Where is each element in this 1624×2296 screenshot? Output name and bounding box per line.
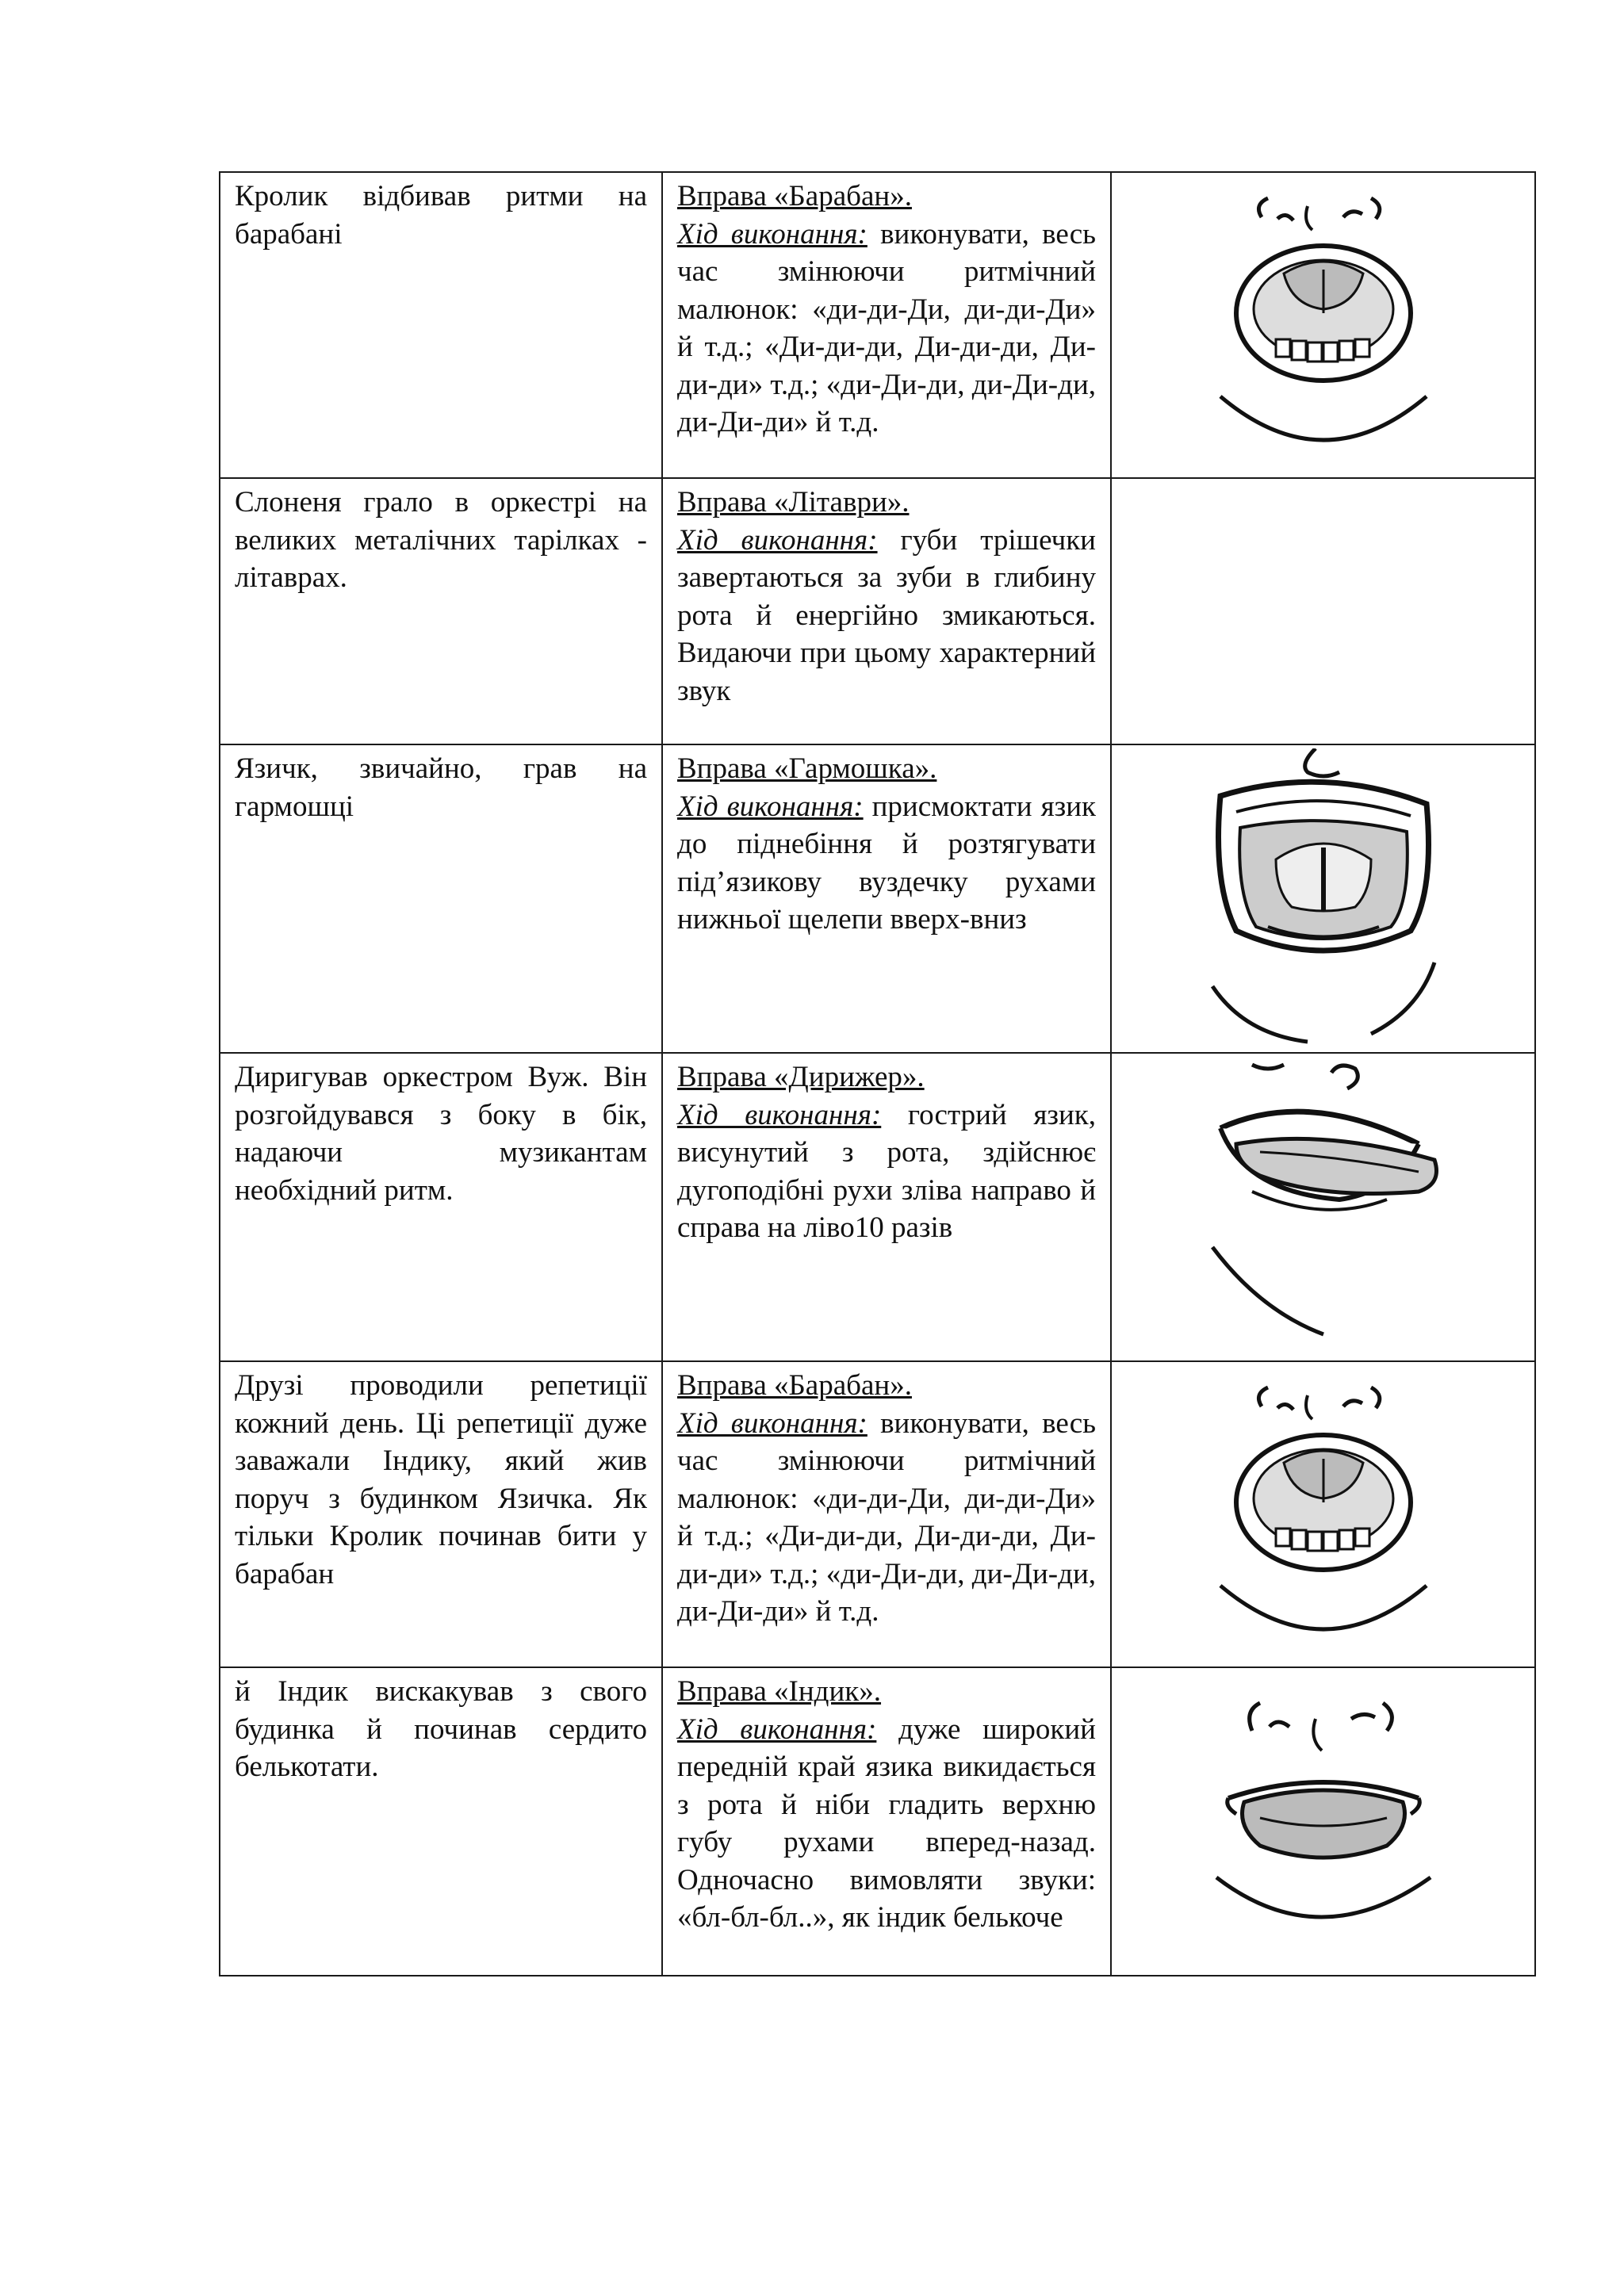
exercise-cell bbox=[662, 744, 1111, 1053]
story-text: Слоненя грало в оркестрі на великих металічних тарілках - літаврах. bbox=[235, 486, 647, 594]
illustration-cell-empty bbox=[1111, 478, 1535, 744]
exercise-text: виконувати, весь час змінюючи ритмічний малюнок: «ди-ди-Ди, ди-ди-Ди» й т.д.; «Ди-ди-ди, Ди-ди-ди, Ди-ди-ди» т.д.; «ди-Ди-ди, ди-Ди-ди, ди-Ди-ди» й т.д. bbox=[677, 217, 1096, 438]
exercise-howto-label: Хід виконання: bbox=[677, 1712, 877, 1746]
illustration-cell bbox=[1111, 172, 1535, 478]
exercise-cell bbox=[662, 172, 1111, 478]
illustration-cell bbox=[1111, 1361, 1535, 1667]
table-row bbox=[220, 478, 1535, 744]
exercise-cell bbox=[662, 1053, 1111, 1361]
table-row bbox=[220, 172, 1535, 478]
turkey-tongue-illustration bbox=[1205, 1671, 1442, 1973]
exercise-howto-label: Хід виконання: bbox=[677, 1098, 882, 1131]
story-text: й Індик вискакував з свого будинка й починав сердито белькотати. bbox=[235, 1675, 647, 1783]
harmonica-mouth-illustration bbox=[1205, 748, 1442, 1050]
exercise-cell bbox=[662, 1667, 1111, 1976]
story-cell bbox=[220, 1667, 662, 1976]
table-row bbox=[220, 1361, 1535, 1667]
story-text: Друзі проводили репетиції кожний день. Ці репетиції дуже заважали Індику, який жив поруч з будинком Язичка. Як тільки Кролик починав бити у барабан bbox=[235, 1369, 647, 1590]
illustration-cell bbox=[1111, 1053, 1535, 1361]
drum-mouth-illustration bbox=[1205, 1372, 1442, 1657]
exercise-text: присмоктати язик до піднебіння й розтягувати під’язикову вуздечку рухами нижньої щелепи вверх-вниз bbox=[677, 790, 1096, 936]
exercise-text: виконувати, весь час змінюючи ритмічний малюнок: «ди-ди-Ди, ди-ди-Ди» й т.д.; «Ди-ди-ди, Ди-ди-ди, Ди-ди-ди» т.д.; «ди-Ди-ди, ди-Ди-ди, ди-Ди-ди» й т.д. bbox=[677, 1406, 1096, 1628]
exercise-title: Вправа «Дирижер». bbox=[677, 1061, 925, 1093]
exercises-table bbox=[219, 171, 1536, 1976]
exercise-text: губи трішечки завертаються за зуби в глибину рота й енергійно змикаються. Видаючи при цьому характерний звук bbox=[677, 523, 1096, 707]
exercise-title: Вправа «Гармошка». bbox=[677, 752, 937, 785]
exercise-title: Вправа «Індик». bbox=[677, 1675, 882, 1708]
story-text: Диригував оркестром Вуж. Він розгойдувався з боку в бік, надаючи музикантам необхідний ритм. bbox=[235, 1061, 647, 1207]
illustration-cell bbox=[1111, 744, 1535, 1053]
exercise-text: гострий язик, висунутий з рота, здійснює дугоподібні рухи зліва направо й справа на ліво10 разів bbox=[677, 1098, 1096, 1244]
drum-mouth-illustration bbox=[1205, 182, 1442, 468]
exercise-cell bbox=[662, 1361, 1111, 1667]
exercise-text: дуже широкий передній край язика викидається з рота й ніби гладить верхню губу рухами вперед-назад. Одночасно вимовляти звуки: «бл-бл-бл..», як індик белькоче bbox=[677, 1712, 1096, 1934]
table-row bbox=[220, 744, 1535, 1053]
exercise-howto-label: Хід виконання: bbox=[677, 790, 864, 823]
conductor-tongue-illustration bbox=[1205, 1057, 1442, 1358]
illustration-cell bbox=[1111, 1667, 1535, 1976]
table-row bbox=[220, 1667, 1535, 1976]
story-cell bbox=[220, 478, 662, 744]
exercise-title: Вправа «Барабан». bbox=[677, 180, 912, 212]
exercise-howto-label: Хід виконання: bbox=[677, 217, 868, 251]
exercise-cell bbox=[662, 478, 1111, 744]
story-cell bbox=[220, 1053, 662, 1361]
story-cell bbox=[220, 1361, 662, 1667]
exercise-howto-label: Хід виконання: bbox=[677, 523, 878, 557]
exercise-title: Вправа «Барабан». bbox=[677, 1369, 912, 1402]
story-text: Кролик відбивав ритми на барабані bbox=[235, 180, 647, 251]
story-cell bbox=[220, 744, 662, 1053]
story-text: Язичк, звичайно, грав на гармошці bbox=[235, 752, 647, 823]
story-cell bbox=[220, 172, 662, 478]
exercise-howto-label: Хід виконання: bbox=[677, 1406, 868, 1440]
exercise-title: Вправа «Літаври». bbox=[677, 486, 910, 519]
table-row bbox=[220, 1053, 1535, 1361]
